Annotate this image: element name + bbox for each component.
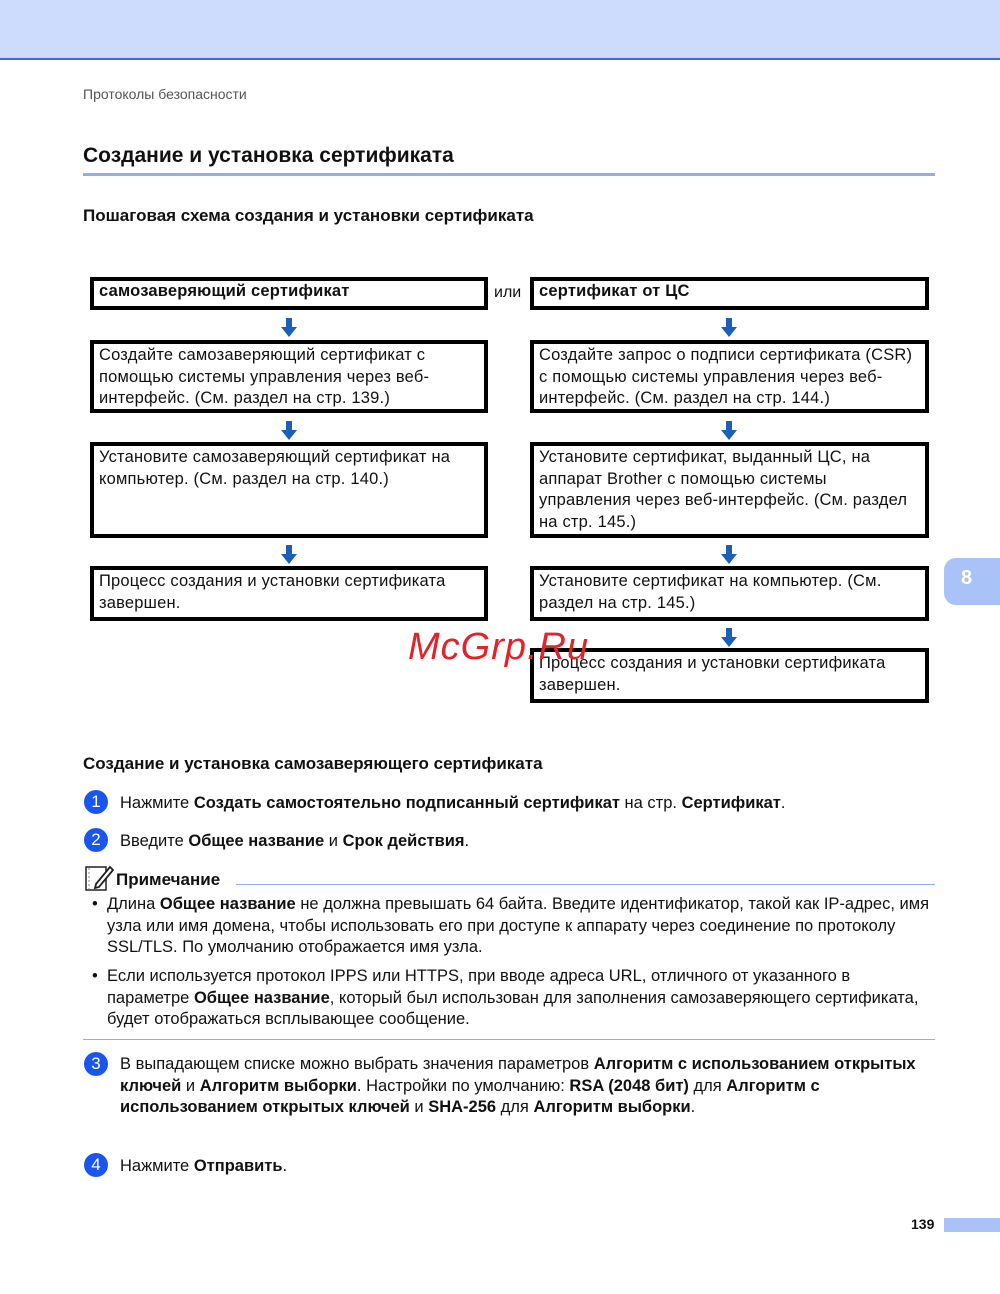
text: . (780, 794, 786, 812)
note-end-rule (83, 1039, 935, 1040)
step-3 (120, 1054, 920, 1119)
flow-right-3: Установите сертификат на компьютер. (См. раздел на стр. 145.) (530, 566, 929, 621)
note-bullet-1: • Длина Общее название не должна превышать 64 байта. Введите идентификатор, такой как IP-адрес, имя узла или имя домена, чтобы использовать его при доступе к аппарату через соединение по протоколу SSL/TLS. По умолчанию отображается имя узла. (92, 895, 930, 956)
text: . (464, 832, 470, 850)
flow-left-0: самозаверяющий сертификат (90, 277, 488, 310)
bold-term: Алгоритм выборки (199, 1076, 357, 1095)
watermark: McGrp.Ru (408, 626, 590, 668)
flow-left-3: Процесс создания и установки сертификата завершен. (90, 566, 488, 621)
page-number-bar (944, 1218, 1000, 1232)
bold-term: Отправить (193, 1157, 283, 1175)
bold-term: Общее название (193, 988, 330, 1007)
note-rule (236, 884, 935, 885)
header-band (0, 0, 1000, 60)
text: для (688, 1076, 727, 1095)
bold-term: Сертификат (681, 794, 781, 812)
flow-left-1: Создайте самозаверяющий сертификат с помощью системы управления через веб-интерфейс. (См. раздел на стр. 139.) (90, 340, 488, 413)
or-label: или (494, 284, 522, 301)
note-pencil-icon (84, 864, 114, 892)
chapter-tab[interactable]: 8 (944, 558, 1000, 605)
step-2 (120, 831, 920, 853)
bold-term: Общее название (159, 895, 296, 913)
text: Нажмите (120, 794, 194, 812)
text: . (690, 1098, 696, 1116)
step-number-4: 4 (84, 1153, 108, 1177)
breadcrumb: Протоколы безопасности (83, 86, 247, 102)
text: , который был использован для заполнения самозаверяющего сертификата, будет отображаться всплывающее сообщение. (107, 988, 919, 1028)
text: . (282, 1157, 288, 1175)
page-number: 139 (911, 1216, 935, 1232)
flow-heading: Пошаговая схема создания и установки сертификата (83, 206, 534, 225)
page-title: Создание и установка сертификата (83, 144, 454, 167)
text: не должна превышать 64 байта. Введите идентификатор, такой как IP-адрес, имя узла или имя домена, чтобы использовать его при доступе к аппарату через соединение по протоколу SSL/TLS. По умолчанию отображается имя узла. (107, 895, 930, 956)
text: на стр. (619, 794, 682, 812)
down-arrow-icon (721, 318, 737, 338)
step-number-3: 3 (84, 1052, 108, 1076)
text: Введите (120, 832, 189, 850)
flow-right-0: сертификат от ЦС (530, 277, 929, 310)
flow-left-2: Установите самозаверяющий сертификат на компьютер. (См. раздел на стр. 140.) (90, 442, 488, 538)
section-heading: Создание и установка самозаверяющего сертификата (83, 754, 543, 773)
step-number-2: 2 (84, 828, 108, 852)
bold-term: Алгоритм с использованием открытых ключей (120, 1055, 916, 1095)
step-4 (120, 1156, 920, 1178)
bold-term: Алгоритм выборки (533, 1098, 691, 1116)
flow-right-1: Создайте запрос о подписи сертификата (CSR) с помощью системы управления через веб-интерфейс. (См. раздел на стр. 144.) (530, 340, 929, 413)
bold-term: Общее название (188, 832, 325, 850)
text: Нажмите (120, 1157, 194, 1175)
text: В выпадающем списке можно выбрать значения параметров (120, 1055, 594, 1073)
down-arrow-icon (721, 545, 737, 565)
flow-right-4: Процесс создания и установки сертификата завершен. (530, 648, 929, 703)
bold-term: SHA-256 (428, 1098, 497, 1116)
text: Если используется протокол IPPS или HTTPS, при вводе адреса URL, отличного от указанного в параметре (107, 967, 851, 1007)
down-arrow-icon (281, 318, 297, 338)
step-number-1: 1 (84, 790, 108, 814)
text: для (496, 1098, 534, 1116)
note-bullet-2: • Если используется протокол IPPS или HTTPS, при вводе адреса URL, отличного от указанного в параметре Общее название, который был использован для заполнения самозаверяющего сертификата, будет отображаться всплывающее сообщение. (92, 967, 919, 1028)
bold-term: RSA (2048 бит) (569, 1076, 689, 1095)
down-arrow-icon (721, 628, 737, 648)
bold-term: Создать самостоятельно подписанный сертификат (193, 794, 620, 812)
down-arrow-icon (281, 421, 297, 441)
bold-term: Алгоритм с использованием открытых ключей (120, 1076, 820, 1116)
bold-term: Срок действия (342, 832, 465, 850)
text: Длина (107, 895, 160, 913)
down-arrow-icon (721, 421, 737, 441)
down-arrow-icon (281, 545, 297, 565)
note-title: Примечание (116, 870, 221, 889)
text: и (409, 1098, 429, 1116)
flow-right-2: Установите сертификат, выданный ЦС, на аппарат Brother с помощью системы управления через веб-интерфейс. (См. раздел на стр. 145.) (530, 442, 929, 538)
title-rule (83, 173, 935, 176)
text: и (324, 832, 343, 850)
text: . Настройки по умолчанию: (356, 1076, 570, 1095)
text: и (181, 1076, 200, 1095)
step-1 (120, 793, 920, 815)
